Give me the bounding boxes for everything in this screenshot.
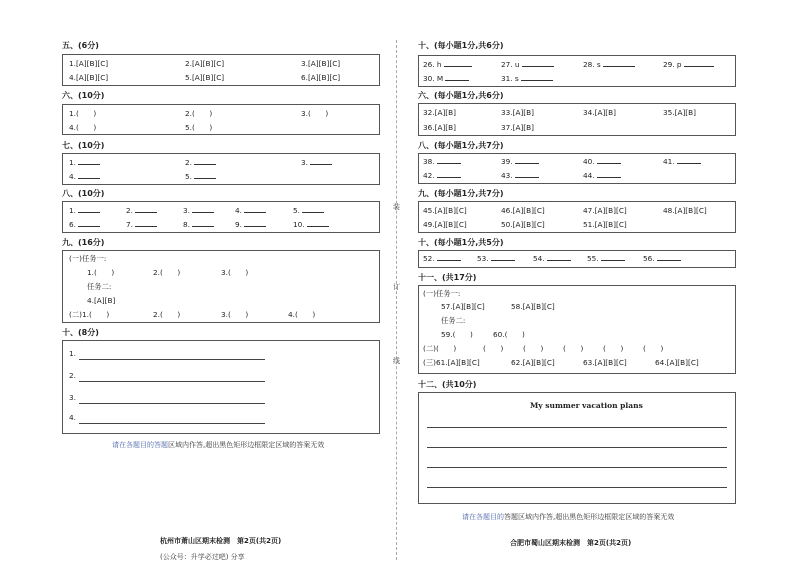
writing-line[interactable] (427, 427, 727, 428)
answer-cell[interactable]: 4.[A][B] (87, 296, 116, 305)
answer-cell[interactable]: 54. (533, 254, 571, 263)
answer-cell[interactable]: 3.( ) (221, 268, 249, 277)
answer-cell[interactable]: 1.( ) (87, 268, 115, 277)
answer-cell[interactable]: 10. (293, 220, 329, 229)
fold-char: 装 (393, 203, 400, 211)
answer-cell[interactable]: 44. (583, 171, 621, 180)
answer-cell[interactable]: 5.( ) (185, 123, 213, 132)
answer-cell[interactable]: 2. (185, 158, 216, 167)
answer-cell[interactable]: (二)( ) (423, 344, 457, 353)
answer-cell[interactable]: 1.( ) (69, 109, 97, 118)
answer-cell[interactable]: 32.[A][B] (423, 108, 456, 117)
answer-cell[interactable]: 5. (293, 206, 324, 215)
answer-cell[interactable]: 58.[A][B][C] (511, 302, 555, 311)
answer-cell[interactable]: 4. (69, 172, 100, 181)
section-title: 十、(每小题1分,共5分) (418, 238, 504, 247)
section-title: 五、(6分) (62, 41, 99, 50)
answer-cell[interactable]: 49.[A][B][C] (423, 220, 467, 229)
share-tip: (公众号：升学必过吧) 分享 (160, 553, 245, 561)
essay-title: My summer vacation plans (530, 401, 643, 410)
answer-cell[interactable]: 37.[A][B] (501, 123, 534, 132)
answer-cell[interactable]: 2.[A][B][C] (185, 59, 225, 68)
part-label: 任务二: (87, 282, 112, 291)
section-title: 十二、(共10分) (418, 380, 477, 389)
answer-cell[interactable]: 36.[A][B] (423, 123, 456, 132)
answer-cell[interactable]: 43. (501, 171, 539, 180)
answer-cell[interactable]: 5.[A][B][C] (185, 73, 225, 82)
answer-cell[interactable]: 26. h (423, 60, 472, 69)
answer-cell[interactable]: 46.[A][B][C] (501, 206, 545, 215)
answer-cell[interactable]: 39. (501, 157, 539, 166)
answer-cell[interactable]: 6. (69, 220, 100, 229)
line-label: 2. (69, 371, 76, 380)
answer-cell[interactable]: 9. (235, 220, 266, 229)
answer-box-s10 (62, 340, 380, 434)
answer-box-r8 (418, 153, 736, 184)
answer-cell[interactable]: 38. (423, 157, 461, 166)
answer-cell[interactable]: 52. (423, 254, 461, 263)
answer-cell[interactable]: 1.[A][B][C] (69, 59, 109, 68)
answer-cell[interactable]: 3. (183, 206, 214, 215)
fold-char: 线 (393, 357, 400, 365)
answer-cell[interactable]: 8. (183, 220, 214, 229)
section-title: 六、(10分) (62, 91, 105, 100)
line-label: 3. (69, 393, 76, 402)
answer-cell[interactable]: 42. (423, 171, 461, 180)
answer-cell[interactable]: 4.( ) (69, 123, 97, 132)
line-label: 4. (69, 413, 76, 422)
answer-cell[interactable]: 3.( ) (301, 109, 329, 118)
answer-cell[interactable]: 34.[A][B] (583, 108, 616, 117)
answer-cell[interactable]: ( ) (643, 344, 664, 353)
section-title: 八、(10分) (62, 189, 105, 198)
writing-line[interactable] (79, 381, 265, 382)
section-title: 八、(每小题1分,共7分) (418, 141, 504, 150)
answer-box-r10b (418, 250, 736, 268)
answer-cell[interactable]: 35.[A][B] (663, 108, 696, 117)
answer-cell[interactable]: 51.[A][B][C] (583, 220, 627, 229)
answer-cell[interactable]: 29. p (663, 60, 714, 69)
answer-cell[interactable]: 28. s (583, 60, 635, 69)
writing-line[interactable] (79, 403, 265, 404)
answer-cell[interactable]: ( ) (563, 344, 584, 353)
answer-cell[interactable]: 6.[A][B][C] (301, 73, 341, 82)
boundary-note: 请在各题目的答题区域内作答,超出黑色矩形边框限定区域的答案无效 (462, 513, 675, 521)
answer-cell[interactable]: 59.( ) (441, 330, 473, 339)
writing-line[interactable] (79, 359, 265, 360)
answer-cell[interactable]: 64.[A][B][C] (655, 358, 699, 367)
answer-cell[interactable]: 4.( ) (288, 310, 316, 319)
answer-cell[interactable]: 4. (235, 206, 266, 215)
answer-cell[interactable]: 2. (126, 206, 157, 215)
fold-line (396, 40, 397, 560)
answer-cell[interactable]: 5. (185, 172, 216, 181)
answer-box-r11 (418, 285, 736, 374)
answer-cell[interactable]: 48.[A][B][C] (663, 206, 707, 215)
answer-cell[interactable]: 30. M (423, 74, 469, 83)
line-label: 1. (69, 349, 76, 358)
writing-line[interactable] (79, 423, 265, 424)
answer-cell[interactable]: 4.[A][B][C] (69, 73, 109, 82)
answer-cell[interactable]: 7. (126, 220, 157, 229)
answer-cell[interactable]: 1. (69, 158, 100, 167)
section-title: 七、(10分) (62, 141, 105, 150)
answer-cell[interactable]: ( ) (603, 344, 624, 353)
answer-box-r12 (418, 392, 736, 504)
answer-cell[interactable]: 63.[A][B][C] (583, 358, 627, 367)
answer-cell[interactable]: 3.[A][B][C] (301, 59, 341, 68)
answer-cell[interactable]: 50.[A][B][C] (501, 220, 545, 229)
answer-cell[interactable]: 47.[A][B][C] (583, 206, 627, 215)
answer-cell[interactable]: 53. (477, 254, 515, 263)
section-title: 十、(8分) (62, 328, 99, 337)
part-label: (一)任务一: (423, 289, 461, 298)
answer-cell[interactable]: 56. (643, 254, 681, 263)
part-label: (一)任务一: (69, 254, 107, 263)
part-label: 任务二: (441, 316, 466, 325)
answer-cell[interactable]: ( ) (523, 344, 544, 353)
writing-line[interactable] (427, 467, 727, 468)
answer-cell[interactable]: (二)1.( ) (69, 310, 110, 319)
answer-box-s5 (62, 54, 380, 86)
answer-box-s6 (62, 104, 380, 135)
answer-cell[interactable]: 57.[A][B][C] (441, 302, 485, 311)
boundary-note: 请在各题目的答题区域内作答,超出黑色矩形边框限定区域的答案无效 (112, 441, 325, 449)
answer-cell[interactable]: 2.( ) (153, 310, 181, 319)
answer-cell[interactable]: 62.[A][B][C] (511, 358, 555, 367)
section-title: 六、(每小题1分,共6分) (418, 91, 504, 100)
fold-char: 订 (393, 283, 400, 291)
answer-cell[interactable]: ( ) (483, 344, 504, 353)
answer-box-r9 (418, 201, 736, 233)
section-title: 十、(每小题1分,共6分) (418, 41, 504, 50)
writing-line[interactable] (427, 487, 727, 488)
section-title: 十一、(共17分) (418, 273, 477, 282)
answer-box-r10 (418, 55, 736, 87)
answer-box-s7 (62, 153, 380, 185)
answer-cell[interactable]: 40. (583, 157, 621, 166)
answer-cell[interactable]: 2.( ) (153, 268, 181, 277)
answer-cell[interactable]: 60.( ) (493, 330, 525, 339)
section-title: 九、(每小题1分,共7分) (418, 189, 504, 198)
answer-cell[interactable]: 55. (587, 254, 625, 263)
answer-cell[interactable]: 1. (69, 206, 100, 215)
answer-cell[interactable]: 3. (301, 158, 332, 167)
answer-box-s9 (62, 250, 380, 323)
answer-cell[interactable]: 2.( ) (185, 109, 213, 118)
section-title: 九、(16分) (62, 238, 105, 247)
answer-cell[interactable]: 31. s (501, 74, 553, 83)
answer-cell[interactable]: 3.( ) (221, 310, 249, 319)
page-footer: 合肥市蜀山区期末检测 第2页(共2页) (510, 539, 632, 547)
answer-cell[interactable]: 27. u (501, 60, 554, 69)
answer-cell[interactable]: 33.[A][B] (501, 108, 534, 117)
answer-box-s8 (62, 201, 380, 233)
writing-line[interactable] (427, 447, 727, 448)
answer-box-r6 (418, 103, 736, 136)
page-footer: 杭州市萧山区期末检测 第2页(共2页) (160, 537, 282, 545)
answer-cell[interactable]: 41. (663, 157, 701, 166)
answer-cell[interactable]: 45.[A][B][C] (423, 206, 467, 215)
answer-cell[interactable]: (三)61.[A][B][C] (423, 358, 480, 367)
